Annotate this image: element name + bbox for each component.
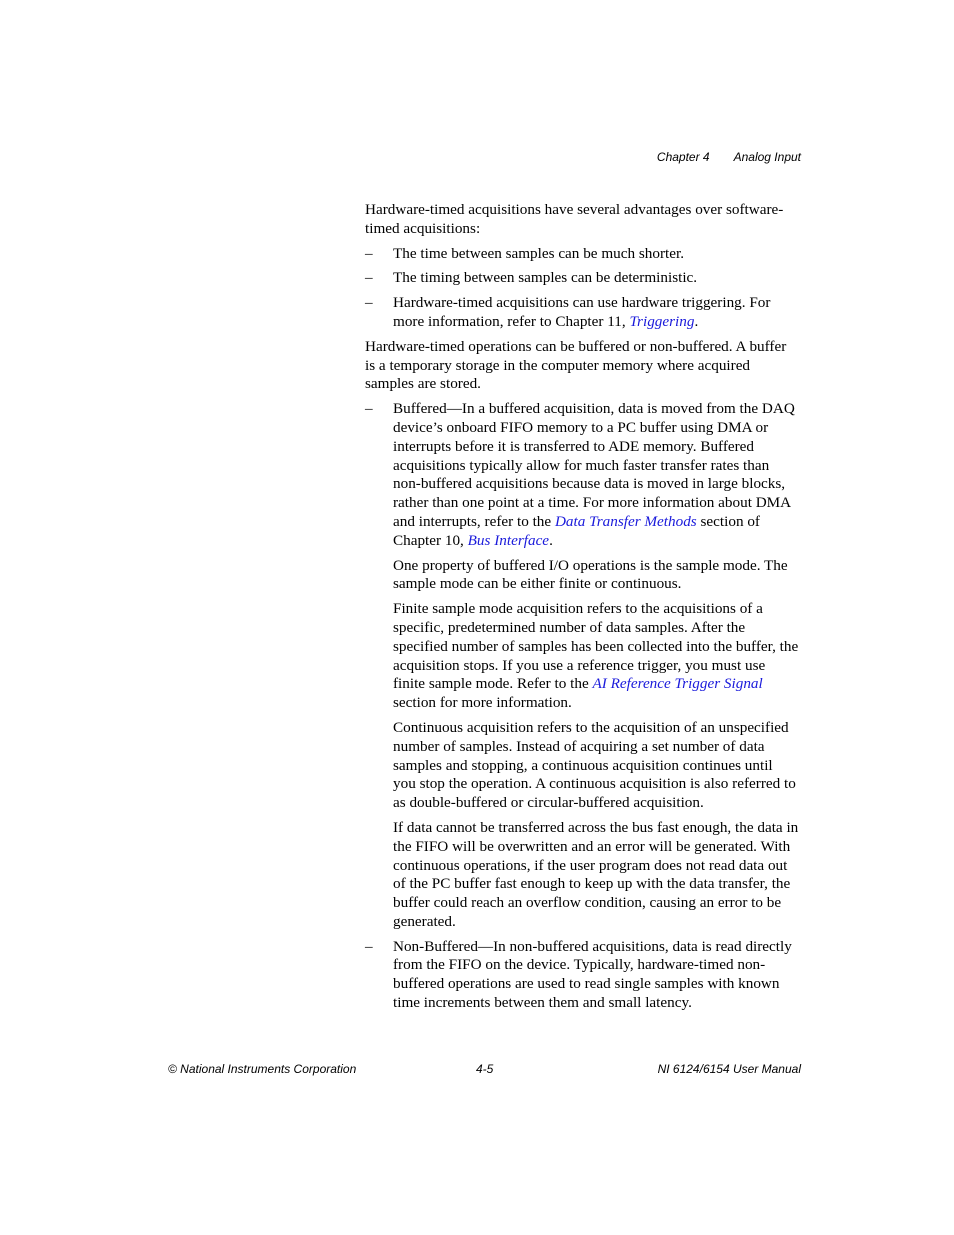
list-dash: –: [365, 269, 373, 287]
text-run: section for more information.: [393, 694, 572, 712]
running-header: [657, 150, 801, 164]
list-dash: –: [365, 244, 373, 262]
bus-interface-link[interactable]: Bus Interface: [467, 531, 550, 549]
footer-page-number: 4-5: [476, 1062, 494, 1076]
list-item-text: The time between samples can be much shorter.: [393, 244, 684, 262]
text-run: .: [694, 312, 699, 330]
text-run: Buffered—In a buffered acquisition, data is moved from the DAQ device’s onboard FIFO memory to a PC buffer using DMA or interrupts before it is transferred to ADE memory. Buffered acquisitions typically allow for much faster transfer rates than non-buffered acquisitions because data is moved in large blocks, rather than one point at a time. For more information about DMA and interrupts, refer to the: [393, 400, 795, 530]
list-item: [365, 294, 799, 332]
finite-mode-paragraph: [393, 600, 799, 713]
header-chapter: Chapter 4: [656, 150, 710, 164]
overflow-paragraph: If data cannot be transferred across the bus fast enough, the data in the FIFO will be overwritten and an error will be generated. With continuous operations, if the user program does not read data out of the PC buffer fast enough to keep up with the data transfer, the buffer could reach an overflow condition, causing an error to be generated.: [393, 818, 799, 930]
list-item-nonbuffered: [365, 938, 799, 1013]
text-run: Finite sample mode acquisition refers to the acquisitions of a specific, predetermined number of data samples. After the specified number of samples has been collected into the buffer, the acquisition stops. If you use a reference trigger, you must use finite sample mode. Refer to the: [393, 600, 799, 693]
list-item-text: [393, 294, 799, 332]
triggering-link[interactable]: Triggering: [629, 312, 695, 330]
list-dash: –: [365, 294, 373, 312]
list-item: [365, 245, 799, 264]
page-body: [365, 201, 799, 1019]
nonbuffered-paragraph: Non-Buffered—In non-buffered acquisitions, data is read directly from the FIFO on the device. Typically, hardware-timed non-buffered operations are used to read single samples with known time increments between them and small latency.: [393, 937, 792, 1012]
text-run: .: [549, 531, 553, 549]
header-section: Analog Input: [733, 150, 801, 164]
sample-mode-paragraph: One property of buffered I/O operations is the sample mode. The sample mode can be either finite or continuous.: [393, 556, 788, 593]
list-item-buffered: [365, 400, 799, 932]
list-item-text: The timing between samples can be deterministic.: [393, 269, 698, 287]
data-transfer-methods-link[interactable]: Data Transfer Methods: [554, 512, 697, 530]
footer-manual-title: NI 6124/6154 User Manual: [657, 1062, 801, 1076]
footer-copyright: © National Instruments Corporation: [168, 1062, 357, 1076]
list-item: [365, 269, 799, 288]
text-run: section of Chapter 10,: [393, 512, 760, 549]
ai-reference-trigger-link[interactable]: AI Reference Trigger Signal: [592, 675, 763, 693]
list-dash: –: [365, 400, 373, 418]
buffer-paragraph: Hardware-timed operations can be buffered or non-buffered. A buffer is a temporary storage in the computer memory where acquired samples are stored.: [365, 337, 787, 393]
intro-paragraph: Hardware-timed acquisitions have several advantages over software-timed acquisitions:: [365, 201, 784, 237]
buffered-paragraph: [393, 400, 799, 550]
text-run: Hardware-timed acquisitions can use hardware triggering. For more information, refer to Chapter 11,: [393, 294, 771, 330]
list-dash: –: [365, 937, 373, 955]
continuous-mode-paragraph: Continuous acquisition refers to the acquisition of an unspecified number of samples. Instead of acquiring a set number of data samples and stopping, a continuous acquisition continues until you stop the operation. A continuous acquisition is also referred to as double-buffered or circular-buffered acquisition.: [393, 718, 796, 812]
